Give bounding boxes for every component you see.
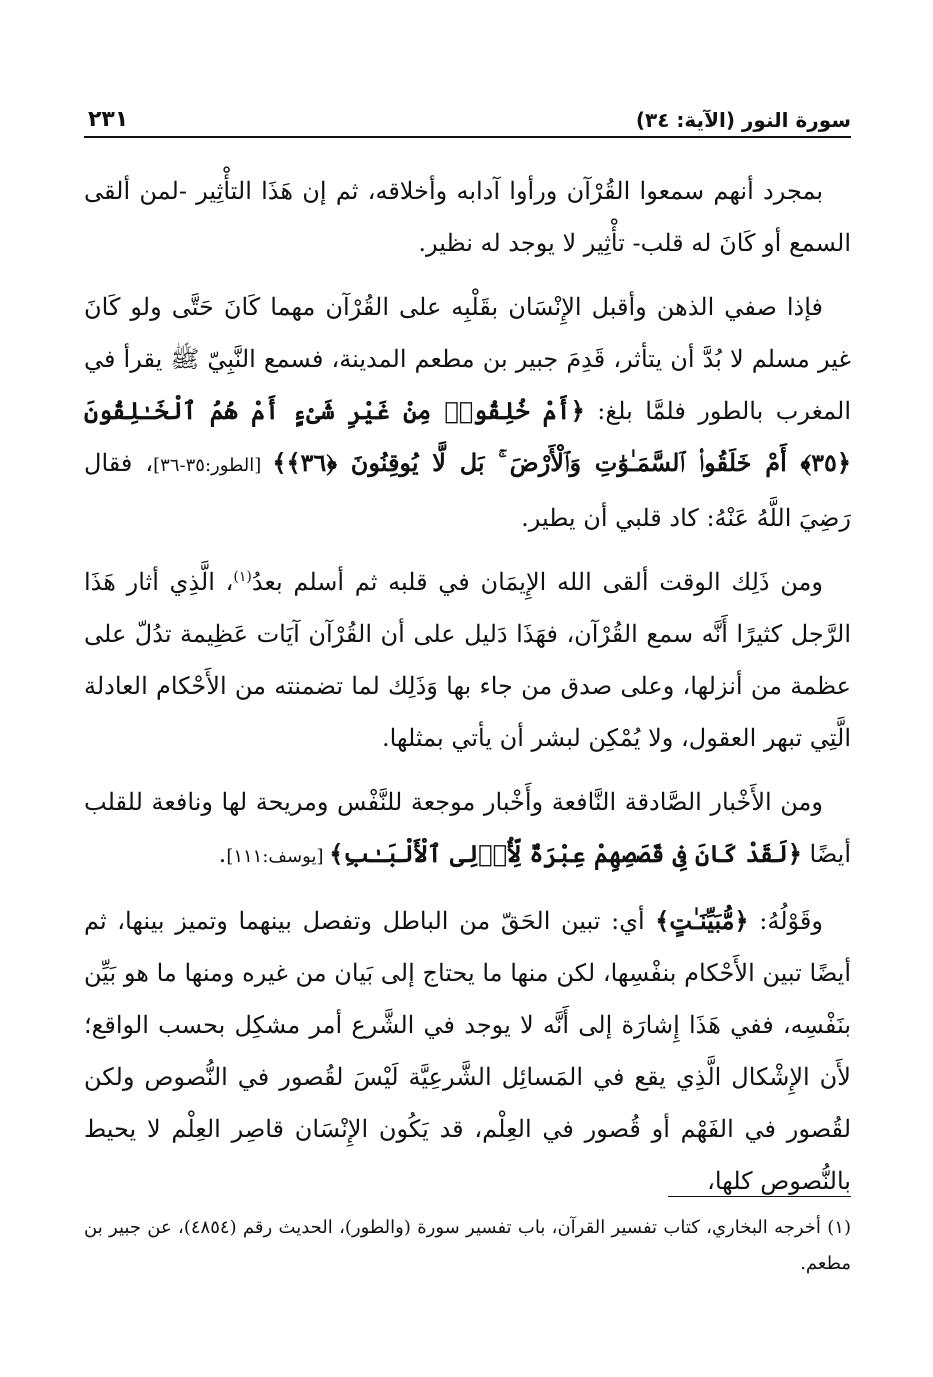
main-text xyxy=(84,165,851,1219)
paragraph-2 xyxy=(84,281,851,544)
citation-tur: [الطور:٣٥-٣٦] xyxy=(153,455,273,476)
paragraph-3-text-a: ومن ذَلِك الوقت ألقى الله الإِيمَان في قلبه ثم أسلم بعدُ xyxy=(251,568,823,596)
paragraph-5 xyxy=(84,895,851,1207)
quran-verse-yusuf: ﴿لَقَدْ كَانَ فِى قَصَصِهِمْ عِبْرَةٌ لِّأُو۟لِى ٱلْأَلْبَـٰبِ﴾ xyxy=(329,839,802,868)
paragraph-2-text-b: ، فقال رَضِيَ اللَّهُ عَنْهُ: كاد قلبي أن يطير. xyxy=(84,449,851,532)
citation-yusuf: [يوسف:١١١] xyxy=(226,846,330,867)
paragraph-5-text-b: أي: تبين الحَقّ من الباطل وتفصل بينهما وتميز بينها، ثم أيضًا تبين الأَحْكام بنفْسِها، لكن منها ما يحتاج إلى بَيان من غيره ومنها ما هو بَيِّن بنَفْسِه، ففي هَذَا إِشارَة إلى أَنَّه لا يوجد في الشَّرع أمر مشكِل بحسب الواقع؛ لأَن الإِشْكال الَّذِي يقع في المَسائِل الشَّرعِيَّة لَيْسَ لقُصور في النُّصوص ولكن لقُصور في الفَهْم أو قُصور في العِلْم، قد يَكُون الإِنْسَان قاصِر العِلْم لا يحيط بالنُّصوص كلها، xyxy=(84,907,852,1195)
paragraph-4-text-a: ومن الأَخْبار الصَّادقة النَّافعة وأَخْبار موجعة للنَّفْس ومريحة لها ونافعة للقلب أيضًا xyxy=(84,788,851,868)
paragraph-1 xyxy=(84,165,851,269)
paragraph-1-text: بمجرد أنهم سمعوا القُرْآن ورأوا آدابه وأخلاقه، ثم إن هَذَا التأْثِير -لمن ألقى السمع أو كَانَ له قلب- تأْثِير لا يوجد له نظير. xyxy=(84,177,851,257)
paragraph-4-text-b: . xyxy=(218,840,227,868)
quran-word-mubayyinat: ﴿مُّبَيِّنَـٰتٍ﴾ xyxy=(655,906,749,935)
paragraph-3 xyxy=(84,556,851,764)
footnote-marker: (١) xyxy=(233,569,252,585)
quran-verse-tur: ﴿أَمْ خُلِقُوا۟ مِنْ غَيْرِ شَىْءٍ أَمْ هُمُ ٱلْخَـٰلِقُونَ ﴿٣٥﴾ أَمْ خَلَقُوا۟ ٱلسَّمَـٰوَٰتِ وَٱلْأَرْضَ ۚ بَل لَّا يُوقِنُونَ ﴿٣٦﴾﴾ xyxy=(84,396,851,477)
paragraph-2-text-a: فإذا صفي الذهن وأقبل الإِنْسَان بقَلْبِه على القُرْآن مهما كَانَ حَتَّى ولو كَانَ غير مسلم لا بُدَّ أن يتأثر، قَدِمَ جبير بن مطعم المدينة، فسمع النَّبِيّ ﷺ يقرأ في المغرب بالطور فلمَّا بلغ: xyxy=(84,293,851,425)
paragraph-5-text-a: وقَوْلُهُ: xyxy=(748,907,823,935)
footnote-text: (١) أخرجه البخاري، كتاب تفسير القرآن، باب تفسير سورة (والطور)، الحديث رقم (٤٨٥٤)، عن جبير بن مطعم. xyxy=(84,1217,851,1274)
paragraph-3-text-b: ، الَّذِي أثار هَذَا الرَّجل كثيرًا أَنَّه سمع القُرْآن، فهَذَا دَليل على أن القُرْآن آيَات عَظِيمة تدُلّ على عظمة من أنزلها، وعلى صدق من جاء بها وَذَلِك لما تضمنته من الأَحْكام العادلة الَّتِي تبهر العقول، ولا يُمْكِن لبشر أن يأتي بمثلها. xyxy=(84,568,851,752)
header-title: سورة النور (الآية: ٣٤) xyxy=(635,108,851,132)
page-number: ٢٣١ xyxy=(88,107,129,132)
paragraph-4 xyxy=(84,776,851,883)
running-header xyxy=(88,92,851,132)
footnote-rule xyxy=(668,1196,851,1197)
header-rule xyxy=(84,136,851,138)
footnote xyxy=(84,1210,851,1282)
